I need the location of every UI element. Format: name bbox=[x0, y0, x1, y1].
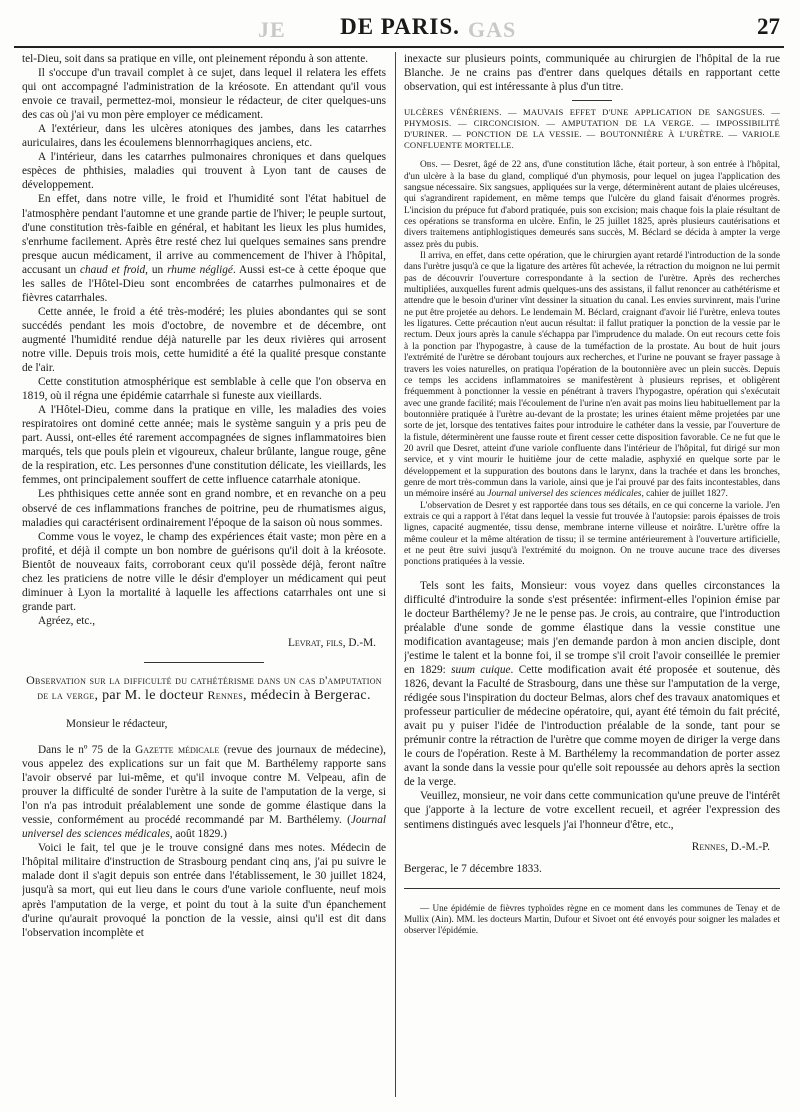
journal-name: Gazette médicale bbox=[135, 744, 220, 757]
left-column bbox=[22, 52, 386, 1102]
title-text: , médecin à Bergerac. bbox=[243, 687, 371, 703]
title-text: Observation sur la difficulté du cathétérisme dans un cas d'amputation de la verge bbox=[26, 672, 382, 702]
bleed-through-text: GAS bbox=[468, 17, 517, 42]
paragraph: A l'extérieur, dans les ulcères atoniques des jambes, dans les catarrhes auriculaires, dans les écoulemens blennorrhagiques anciens, etc. bbox=[22, 123, 386, 150]
paragraph: L'observation de Desret y est rapportée dans tous ses détails, en ce qui concerne la variole. J'en extrais ce qui a rapport à l'état dans lequel la vessie fut trouvée à l'autopsie: parois épaisses de trois lignes, capacité augmentée, tissu dense, membrane interne villeuse et noirâtre. L'urètre offre la même couleur et la même altération de tissu; il se termine antérieurement à l'ouverture artificielle, et ne peut être suivi jusqu'à l'extrémité du moignon. On ne trouve aucune trace des diverses ponctions pratiquées à la vessie. bbox=[404, 500, 780, 568]
paragraph bbox=[404, 160, 780, 251]
text-run: Dans le nº 75 de la bbox=[38, 744, 136, 757]
signature: Levrat, fils, D.-M. bbox=[287, 636, 376, 649]
italic-run: Journal universel des sciences médicales bbox=[487, 489, 642, 500]
right-column bbox=[404, 52, 780, 1102]
news-item bbox=[404, 903, 780, 936]
author-name: Rennes bbox=[207, 687, 244, 702]
section-rule bbox=[404, 888, 780, 889]
signature: Rennes, D.-M.-P. bbox=[691, 840, 770, 853]
paragraph: inexacte sur plusieurs points, communiquée au chirurgien de l'hôpital de la rue Blanche. Je ne crains pas d'entrer dans quelques détails en rapportant cette observation, qui est intéressante à plus d'un titre. bbox=[404, 53, 780, 94]
paragraph: Cette année, le froid a été très-modéré; les pluies abondantes qui se sont succédés pendant les mois d'octobre, de novembre et de décembre, ont augmenté l'humidité rendue déjà naturelle par les deux rivières qui arrosent notre ville. Depuis trois mois, cette humidité a été la qualité presque constante de l'air. bbox=[22, 305, 386, 375]
italic-run: suum cuique bbox=[451, 663, 511, 676]
paragraph: Comme vous le voyez, le champ des expériences était vaste; mon père en a profité, et déjà il compte un bon nombre de guérisons qu'il doit à la kréosote. Bientôt de nouveaux faits, corroborant ceux qu'il possède déjà, feront naître chez les praticiens de notre ville le désir d'employer un médicament qui peut diminuer à Lyon la mortalité à laquelle les affections catarrhales ont une si grande part. bbox=[22, 530, 386, 613]
italic-run: chaud et froid bbox=[80, 263, 146, 276]
text-run: (revue des journaux de médecine), vous appelez des explications sur un fait que M. Barthélemy rapporte sans l'avoir observé par lui-même, et qu'il invoque contre M. Velpeau, afin de prouver la difficulté de sonder l'urètre à la suite de l'amputation de la verge, si l'on n'a pas introduit préalablement une sonde de gomme élastique dans la vessie, conformément au procédé recommandé par M. Barthélemy. ( bbox=[22, 744, 386, 827]
paragraph: — Une épidémie de fièvres typhoïdes règne en ce moment dans les communes de Tenay et de Mullix (Ain). MM. les docteurs Martin, Dufour et Sivoet ont été envoyés pour soigner les malades et observer l'épidémie. bbox=[404, 902, 780, 935]
text-run: . Cette modification avait été proposée et soutenue, dès 1826, devant la Faculté de Strasbourg, dans une thèse sur l'amputation de la verge, rédigée sous l'inspiration du docteur Belmas, alors chef des travaux anatomiques et professeur particulier de médecine opératoire, qui, ayant été témoin du fait précité, avait pu y puiser l'idée de l'introduction préalable de la sonde, tant pour se prémunir contre la rétraction de l'urètre que comme moyen de diriger la verge dans le cours de l'opération. Reste à M. Barthélemy la recommandation de porter assez avant la sonde dans la vessie pour qu'elle soit repoussée au dehors après la section de la verge. bbox=[404, 663, 780, 789]
text-run: . Aussi est-ce à cette époque que les salles de l'Hôtel-Dieu sont encombrées de catarrhes pulmonaires et de fièvres catarrhales. bbox=[22, 263, 386, 304]
paragraph: Les phthisiques cette année sont en grand nombre, et en revanche on a peu observé de ces inflammations franches de poitrine, peu de rhumatismes aigus, maladies qui caractérisent ordinairement l'époque de la saison où nous sommes. bbox=[22, 488, 386, 529]
page-number: 27 bbox=[757, 14, 780, 39]
title-text: , par M. le docteur bbox=[94, 687, 208, 703]
dateline: Bergerac, le 7 décembre 1833. bbox=[404, 862, 542, 875]
text-run: — Desret, âgé de 22 ans, d'une constitution lâche, était porteur, à son entrée à l'hôpital, d'un ulcère à la base du gland, compliqué d'un phymosis, pour lequel on jugea l'application des sangsue nécessaire. Six sangsues, appliquées sur la verge, déterminèrent autant de plaies ulcéreuses, qui s'agrandirent rapidement, en même temps que l'ulcère du gland faisait d'énormes progrès. L'incision du prépuce fut d'abord pratiquée, puis son excision; mais chaque fois la plaie résultant de ces opérations se transforma en ulcère. Enfin, le 25 juillet 1825, après plusieurs cautérisations et divers traitemens antiphlogistiques demeurés sans succès, M. Béclard se décida à ampter la verge assez près du pubis. bbox=[404, 160, 780, 250]
italic-run: rhume négligé bbox=[167, 263, 233, 276]
paragraph: A l'intérieur, dans les catarrhes pulmonaires chroniques et dans quelques espèces de phthisies, maladies qui trouvent à Lyon tant de causes de développement. bbox=[22, 151, 386, 192]
paragraph: Voici le fait, tel que je le trouve consigné dans mes notes. Médecin de l'hôpital militaire d'instruction de Strasbourg pendant cinq ans, j'ai pu suivre le malade dont il s'agit depuis son entrée dans l'établissement, le 30 juillet 1824, jusqu'à sa mort, qui eut lieu dans le cours d'une variole confluente, neuf mois après l'amputation de la verge, et point du tout à la suite d'un épanchement d'urine qu'aurait provoqué la ponction de la vessie, ainsi qu'il est dit dans l'observation incomplète et bbox=[22, 842, 386, 939]
case-report bbox=[404, 160, 780, 568]
paragraph bbox=[404, 579, 780, 790]
paragraph: tel-Dieu, soit dans sa pratique en ville, ont pleinement répondu à son attente. bbox=[22, 53, 369, 65]
obs-label: Obs. bbox=[420, 160, 438, 171]
closing: Agréez, etc., bbox=[38, 614, 96, 627]
text-run: Il arriva, en effet, dans cette opération, que le chirurgien ayant retardé l'introduction de la sonde dans l'urètre jusqu'à ce que la ligature des artères fût achevée, la rétraction du moignon ne lui permit pas de découvrir l'ouverture correspondante à la section de l'urètre. Après des recherches multipliées, auxquelles furent admis quelques-uns des assistans, il fallut renoncer au cathétérisme et attendre que le besoin d'uriner vînt dessiner la situation du canal. Les envies survinrent, mais l'urine ne put être projetée au dehors. Le lendemain M. Béclard, craignant d'avoir lié l'urètre, enleva toutes les ligatures. Cette précaution n'eut aucun résultat: il fallut pratiquer la ponction de la vessie par le rectum. Deux jours après la canule s'échappa par l'imprudence du malade. On eut recours cette fois à la ponction par l'hypogastre, à cause de la tuméfaction de la prostate. Au bout de huit jours l'extrémité de l'urètre se dérobant toujours aux recherches, et l'urine ne pouvant se frayer passage à travers les voies naturelles, on pratiqua l'opération de la boutonnière avec un plein succès. Depuis ce temps les accidens inflammatoires se manifestèrent à plusieurs reprises, et obligèrent fréquemment à ponctionner la vessie en pénétrant à travers l'hypogastre, opération qui s'exécutait avec une grande facilité; mais l'écoulement de l'urine n'en avait pas moins lieu habituellement par la boutonnière pratiquée à l'urètre au-devant de la prostate; les urines étaient même projetées par une sorte de jet, lorsque des tentatives faites pour introduire le cathéter dans la vessie, par l'ouverture de la fistule, déterminèrent une fausse route et firent cesser cette disposition favorable. Ce ne fut que le 20 avril que Desret, atteint d'une variole confluente dans l'intérieur de l'hôpital, fut dirigé sur mon service, et y vint mourir le huitième jour de cette maladie, asphyxié en quelque sorte par le développement et la suppuration des boutons dans le larynx, dans la trachée et dans les bronches, genre de mort très-commun dans la variole, ainsi que je l'ai prouvé par des faits incontestables, dans un mémoire inséré au bbox=[404, 251, 780, 500]
text-run: , cahier de juillet 1827. bbox=[641, 489, 728, 500]
salutation: Monsieur le rédacteur, bbox=[66, 717, 168, 730]
section-rule bbox=[144, 662, 264, 663]
paragraph bbox=[404, 251, 780, 501]
paragraph: Veuillez, monsieur, ne voir dans cette communication qu'une preuve de l'intérêt que j'apporte à la lecture de votre excellent recueil, et agréer l'expression des sentimens distingués avec lesquels j'ai l'honneur d'être, etc., bbox=[404, 790, 780, 831]
text-run: , août 1829.) bbox=[169, 828, 227, 841]
italic-run: Journal universel des sciences médicales bbox=[22, 814, 386, 841]
text-run: Tels sont les faits, Monsieur: vous voyez dans quelles circonstances la difficulté d'introduire la sonde s'est présentée: infirment-elles l'opinion émise par le docteur Barthélemy? Je ne le pense pas. Je crois, au contraire, que l'introduction préalable d'une sonde de gomme élastique dans la vessie constitue une modification avantageuse; mais j'en demande pardon à mon ancien disciple, dont j'estime le talent et la bonne foi, il se trompe s'il croit l'avoir conseillée le premier en 1829: bbox=[404, 579, 780, 676]
text-run: , un bbox=[145, 263, 168, 276]
paragraph bbox=[22, 743, 386, 841]
header-rule bbox=[14, 46, 784, 48]
paragraph: Il s'occupe d'un travail complet à ce sujet, dans lequel il relatera les effets qui ont accompagné l'administration de la kréosote. En attendant qu'il vous envoie ce travail, permettez-moi, monsieur le rédacteur, de citer quelques-uns des cas où j'ai vu mon père employer ce médicament. bbox=[22, 67, 386, 122]
article-title bbox=[22, 673, 386, 703]
section-rule bbox=[572, 100, 612, 101]
case-keywords: ULCÈRES VÉNÉRIENS. — MAUVAIS EFFET D'UNE APPLICATION DE SANGSUES. — PHYMOSIS. — CIRCONCISION. — AMPUTATION DE LA VERGE. — IMPOSSIBILITÉ D'URINER. — PONCTION DE LA VESSIE. — BOUTONNIÈRE À L'URÈTRE. — VARIOLE CONFLUENTE MORTELLE. bbox=[404, 107, 780, 150]
paragraph: Cette constitution atmosphérique est semblable à celle que l'on observa en 1819, où il régna une épidémie catarrhale si funeste aux vieillards. bbox=[22, 376, 386, 403]
text-run: En effet, dans notre ville, le froid et l'humidité sont l'état habituel de l'atmosphère pendant l'automne et une grande partie de l'hiver; le peuple surtout, d'une constitution très-faible en général, et habitant les lieux les plus humides, s'enrhume facilement. Après être resté chez lui quelques semaines sans prendre presque aucun médicament, il arrive au commencement de l'hiver à l'hôpital, accusant un bbox=[22, 193, 386, 276]
paragraph bbox=[22, 192, 386, 304]
paragraph: A l'Hôtel-Dieu, comme dans la pratique en ville, les maladies des voies respiratoires ont dominé cette année; mais le système sanguin y a pris peu de part. Aussi, ont-elles été rarement accompagnées de signes inflammatoires bien marqués, tels que pouls plein et vigoureux, chaleur brûlante, langue rouge, gêne de la respiration, etc. Les personnes d'une constitution délicate, les vieillards, les femmes, ont principalement souffert de cette influence catarrhale atonique. bbox=[22, 404, 386, 487]
page-header bbox=[0, 0, 800, 44]
column-divider bbox=[395, 52, 396, 1097]
date-line bbox=[404, 862, 780, 876]
bleed-through-text: JE bbox=[258, 17, 286, 42]
running-head: DE PARIS. bbox=[340, 14, 460, 39]
